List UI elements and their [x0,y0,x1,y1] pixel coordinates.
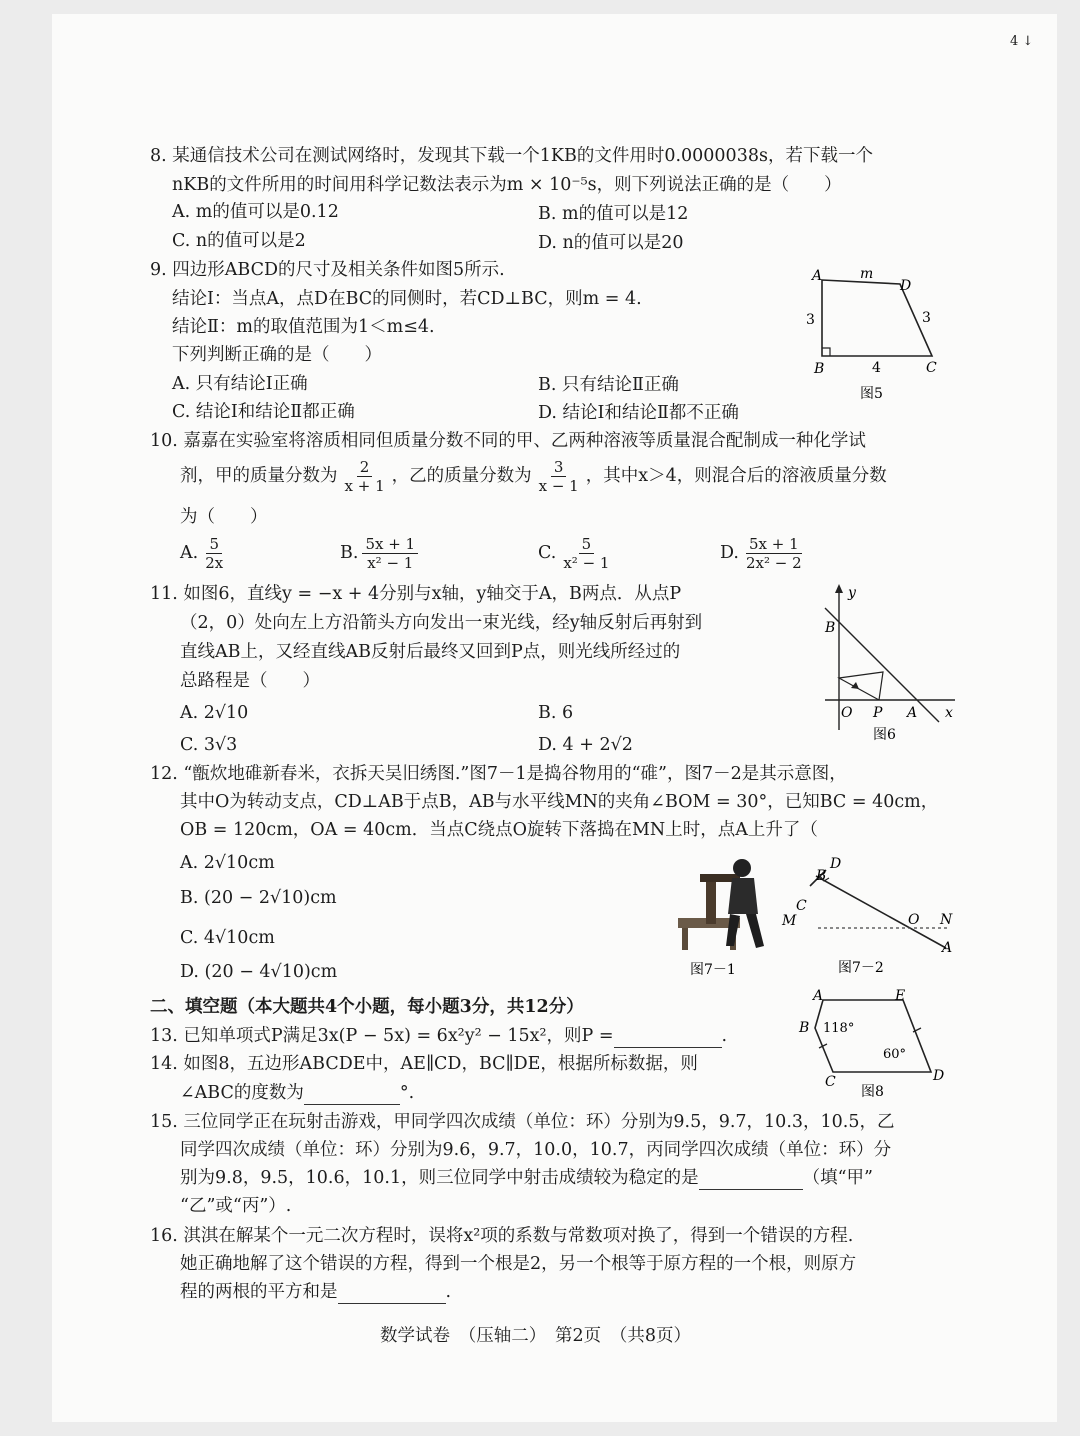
frac-den: 2x [205,554,224,572]
q15-line4: “乙”或“丙”）. [180,1196,292,1216]
q11-line2: （2，0）处向左上方沿箭头方向发出一束光线，经y轴反射后再射到 [180,613,703,633]
quadrilateral-abcd [822,280,932,356]
beam-ab [816,876,946,948]
option-fraction [743,535,805,572]
q15-text: 别为9.8，9.5，10.6，10.1，则三位同学中射击成绩较为稳定的是 [180,1168,699,1188]
q9-option-c: C. 结论Ⅰ和结论Ⅱ都正确 [172,402,355,422]
fig6-label-x: x [945,705,953,721]
q10-line1: 10. 嘉嘉在实验室将溶质相同但质量分数不同的甲、乙两种溶液等质量混合配制成一种化学试 [150,431,866,451]
frac-num: 5x + 1 [362,535,418,554]
q12-line3: OB = 120cm，OA = 40cm．当点C绕点O旋转下落捣在MN上时，点A上升了（ [180,820,818,840]
page-footer: 数学试卷 （压轴二） 第2页 （共8页） [380,1326,692,1346]
frac-den: 2x² − 2 [745,554,802,572]
fig6-label-p: P [873,705,883,721]
q10-line3: 为（ ） [180,507,268,527]
q8-option-c: C. n的值可以是2 [172,231,306,251]
q9-option-d: D. 结论Ⅰ和结论Ⅱ都不正确 [538,403,739,423]
q14-line2 [180,1081,414,1105]
fig6-label-b: B [825,620,836,636]
q10-fraction-yi [536,458,582,495]
q13-text: 13. 已知单项式P满足3x(P − 5x) = 6x²y² − 15x²，则P = [150,1026,614,1046]
fig7-label-o: O [908,912,920,928]
corner-mark: 4 ↓ [1010,34,1034,49]
q9-line3: 结论Ⅱ：m的取值范围为1＜m≤4. [172,317,435,337]
q8-line1: 8. 某通信技术公司在测试网络时，发现其下载一个1KB的文件用时0.0000038s，若下载一个 [150,146,873,166]
q9-line4: 下列判断正确的是（ ） [172,345,382,365]
q12-option-d: D. (20 − 4√10)cm [180,962,338,982]
person-head [733,859,751,877]
frac-den: x² − 1 [367,554,414,572]
person-legs [726,914,764,948]
section-2-title: 二、填空题（本大题共4个小题，每小题3分，共12分） [150,997,584,1017]
figure-7-2-caption: 图7－2 [838,960,884,976]
fig7-label-a: A [942,940,953,956]
option-fraction [560,535,612,572]
option-label: D. [720,543,739,563]
q12-option-c: C. 4√10cm [180,928,275,948]
q16-answer-blank [338,1285,446,1304]
q8-option-d: D. n的值可以是20 [538,233,684,253]
fig5-label-c: C [926,360,937,376]
q16-line1: 16. 淇淇在解某个一元二次方程时，误将x²项的系数与常数项对换了，得到一个错误的方程. [150,1226,854,1246]
frac-num: 5 [206,535,222,554]
q16-line3 [180,1280,451,1304]
frac-num: 5 [579,535,595,554]
person-body [728,878,758,914]
q11-line4: 总路程是（ ） [180,671,320,691]
option-fraction [202,535,226,572]
fig8-label-c: C [825,1074,836,1090]
q11-line3: 直线AB上，又经直线AB反射后最终又回到P点，则光线所经过的 [180,642,681,662]
q15-answer-blank [699,1171,803,1190]
pestle-post [706,878,716,924]
q16-text: 程的两根的平方和是 [180,1282,338,1302]
q12-line1: 12. “甑炊地碓新春米，衣拆天吴旧绣图.”图7－1是捣谷物用的“碓”，图7－2是其示意图， [150,764,847,784]
q11-option-c: C. 3√3 [180,735,238,755]
q9-line2: 结论Ⅰ：当点A，点D在BC的同侧时，若CD⊥BC，则m = 4. [172,289,642,309]
fig7-label-c: C [796,898,807,914]
q14-line1: 14. 如图8，五边形ABCDE中，AE∥CD，BC∥DE，根据所标数据，则 [150,1054,698,1074]
bench-leg [682,928,688,950]
fig7-label-m: M [782,913,797,929]
q8-line2: nKB的文件所用的时间用科学记数法表示为m × 10⁻⁵s，则下列说法正确的是（ ） [172,175,842,195]
q10-line2-part3: ，其中x＞4，则混合后的溶液质量分数 [585,466,887,486]
q15-line2: 同学四次成绩（单位：环）分别为9.6，9.7，10.0，10.7，丙同学四次成绩（单位：环）分 [180,1140,892,1160]
fig5-label-side-bc: 4 [872,360,881,376]
q8-option-b: B. m的值可以是12 [538,204,689,224]
figure-5 [800,262,950,407]
fig8-label-d: D [933,1068,945,1084]
q10-option-b [340,533,422,573]
figure-5-caption: 图5 [860,386,883,402]
q12-option-b: B. (20 − 2√10)cm [180,888,337,908]
q9-option-b: B. 只有结论Ⅱ正确 [538,375,679,395]
q11-option-a: A. 2√10 [180,703,249,723]
q14-end: °. [399,1083,415,1103]
fig6-label-o: O [841,705,853,721]
q12-line2: 其中O为转动支点，CD⊥AB于点B，AB与水平线MN的夹角∠BOM = 30°，已知BC = 40cm， [180,792,939,812]
q8-option-a: A. m的值可以是0.12 [172,202,339,222]
light-path [839,672,883,700]
q10-fraction-jia [342,458,388,495]
q9-line1: 9. 四边形ABCD的尺寸及相关条件如图5所示. [150,260,505,280]
fig5-label-d: D [900,278,912,294]
fig8-angle-118: 118° [823,1021,855,1036]
fig6-label-a: A [907,705,918,721]
fig8-angle-60: 60° [883,1047,907,1062]
q15-hint: （填“甲” [802,1168,873,1188]
option-fraction [362,535,418,572]
q10-option-d [720,533,809,573]
q16-line2: 她正确地解了这个错误的方程，得到一个根是2，另一个根等于原方程的一个根，则原方 [180,1254,857,1274]
fig8-label-e: E [895,988,906,1004]
fig5-label-b: B [814,361,825,377]
figure-7-1-caption: 图7－1 [690,962,736,978]
frac-den: x − 1 [538,477,579,495]
q10-option-a [180,533,230,573]
frac-num: 5x + 1 [746,535,802,554]
fig7-label-n: N [940,912,953,928]
q12-option-a: A. 2√10cm [180,853,275,873]
q15-line3 [180,1166,873,1190]
q13-end: . [721,1026,728,1046]
option-label: C. [538,543,557,563]
figure-6-caption: 图6 [873,727,896,743]
fig8-label-a: A [813,988,824,1004]
figure-8 [795,988,955,1100]
q9-option-a: A. 只有结论Ⅰ正确 [172,374,308,394]
fig6-label-y: y [848,585,856,601]
fig5-label-side-cd: 3 [922,310,931,326]
q11-line1: 11. 如图6，直线y = −x + 4分别与x轴，y轴交于A，B两点．从点P [150,584,682,604]
fig7-label-d: D [830,856,842,872]
fig7-label-b: B [816,868,827,884]
frac-den: x + 1 [344,477,385,495]
option-label: B. [340,543,359,563]
fig5-label-m: m [860,266,874,282]
frac-num: 3 [551,458,567,477]
y-axis-arrow-icon [835,584,843,593]
q13-answer-blank [614,1029,722,1048]
q15-line1: 15. 三位同学正在玩射击游戏，甲同学四次成绩（单位：环）分别为9.5，9.7，10.3，10.5，乙 [150,1112,895,1132]
pentagon-abcde [815,1000,931,1072]
q10-line2-part1: 剂，甲的质量分数为 [180,466,338,486]
figure-7-1 [670,850,780,980]
q14-text: ∠ABC的度数为 [180,1083,304,1103]
q10-line2-part2: ，乙的质量分数为 [391,466,532,486]
q11-option-d: D. 4 + 2√2 [538,735,633,755]
figure-6 [815,580,965,745]
q13-line [150,1024,727,1048]
fig8-label-b: B [799,1020,810,1036]
option-label: A. [180,543,199,563]
q16-end: . [445,1282,452,1302]
figure-8-caption: 图8 [861,1084,884,1100]
right-angle-mark [822,348,830,356]
fig5-label-side-ab: 3 [806,312,815,328]
q10-option-c [538,533,616,573]
fig5-label-a: A [812,268,823,284]
figure-7-2 [778,852,963,980]
frac-den: x² − 1 [563,554,610,572]
q14-answer-blank [304,1086,400,1105]
q11-option-b: B. 6 [538,703,574,723]
q10-line2 [180,456,887,496]
frac-num: 2 [357,458,373,477]
